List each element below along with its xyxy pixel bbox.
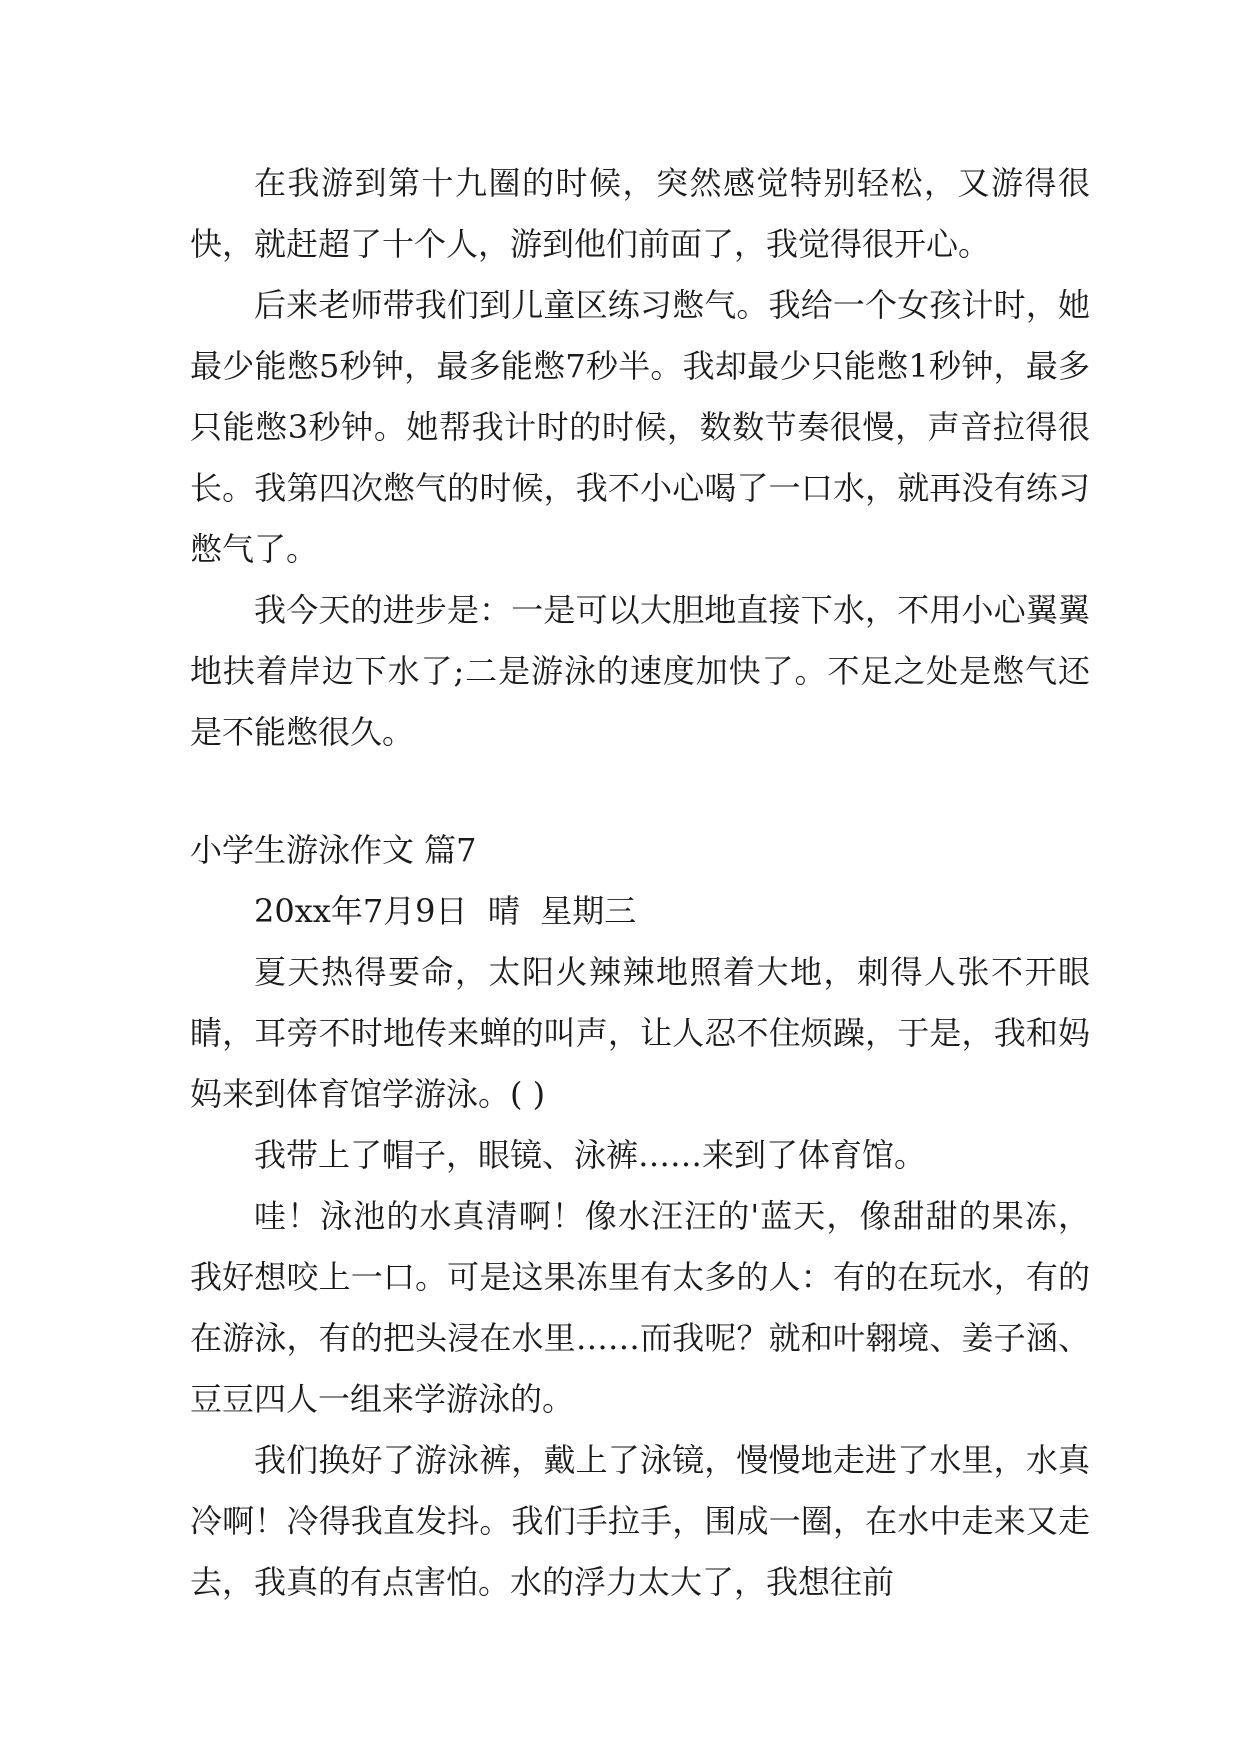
paragraph-progress-today: 我今天的进步是：一是可以大胆地直接下水，不用小心翼翼地扶着岸边下水了;二是游泳的速度加快了。不足之处是憋气还是不能憋很久。 bbox=[190, 591, 1090, 751]
paragraph-pool-description: 哇！泳池的水真清啊！像水汪汪的'蓝天，像甜甜的果冻，我好想咬上一口。可是这果冻里有太多的人：有的在玩水，有的在游泳，有的把头浸在水里……而我呢？就和叶翱境、姜子涵、豆豆四人一组来学游泳的。 bbox=[190, 1197, 1090, 1418]
paragraph-gear-up: 我带上了帽子，眼镜、泳裤……来到了体育馆。 bbox=[254, 1136, 927, 1174]
document-body bbox=[190, 153, 1090, 1613]
paragraph-breath-holding: 后来老师带我们到儿童区练习憋气。我给一个女孩计时，她最少能憋5秒钟，最多能憋7秒半。我却最少只能憋1秒钟，最多只能憋3秒钟。她帮我计时的时候，数数节奏很慢，声音拉得很长。我第四次憋气的时候，我不小心喝了一口水，就再没有练习憋气了。 bbox=[190, 286, 1090, 568]
section-title: 小学生游泳作文 篇7 bbox=[190, 831, 477, 869]
section-spacer bbox=[190, 763, 1090, 820]
paragraph-hot-summer: 夏天热得要命，太阳火辣辣地照着大地，刺得人张不开眼睛，耳旁不时地传来蝉的叫声，让人忍不住烦躁，于是，我和妈妈来到体育馆学游泳。( ) bbox=[190, 953, 1090, 1113]
paragraph-enter-water: 我们换好了游泳裤，戴上了泳镜，慢慢地走进了水里，水真冷啊！冷得我直发抖。我们手拉手，围成一圈，在水中走来又走去，我真的有点害怕。水的浮力太大了，我想往前 bbox=[190, 1441, 1090, 1601]
paragraph-swim-nineteenth-lap: 在我游到第十九圈的时候，突然感觉特别轻松，又游得很快，就赶超了十个人，游到他们前面了，我觉得很开心。 bbox=[190, 164, 1090, 263]
date-line: 20xx年7月9日 晴 星期三 bbox=[254, 892, 637, 930]
